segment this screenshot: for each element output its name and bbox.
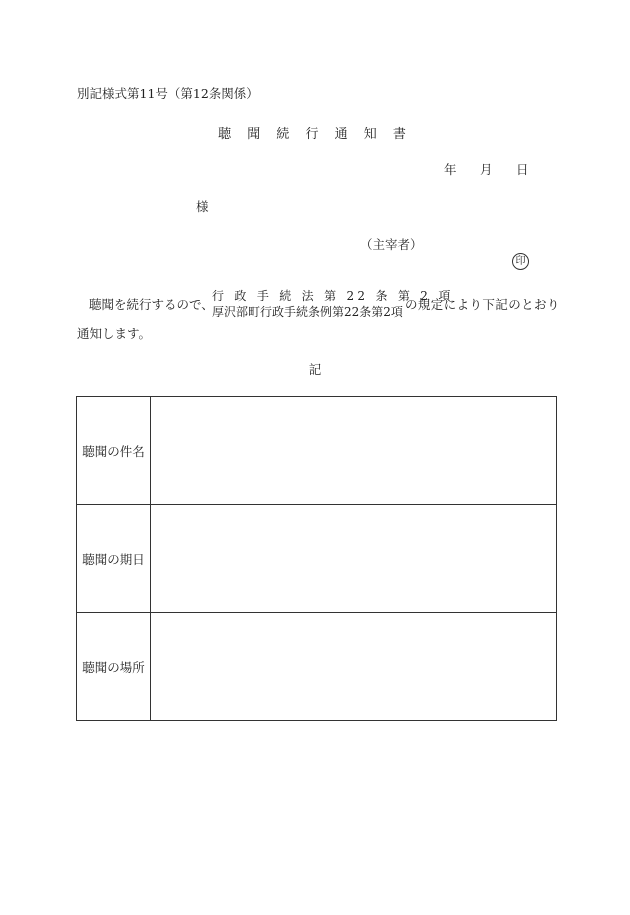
hearing-details-table: [76, 396, 557, 721]
date-month-label: 月: [480, 162, 493, 177]
date-line: [444, 160, 529, 178]
body-tail-text: の規定により下記のとおり: [405, 297, 560, 312]
hearing-subject-label: 聴聞の件名: [77, 397, 151, 505]
addressee-suffix: 様: [196, 199, 209, 214]
table-row: [77, 505, 557, 613]
presider-label: （主宰者）: [360, 237, 423, 252]
hearing-date-value[interactable]: [151, 505, 557, 613]
body-lead-text: 聴聞を続行するので、: [89, 297, 214, 312]
body-continuation-text: 通知します。: [77, 326, 152, 341]
date-day-label: 日: [516, 162, 529, 177]
hearing-subject-value[interactable]: [151, 397, 557, 505]
table-row: [77, 613, 557, 721]
form-number-label: 別記様式第11号（第12条関係）: [77, 86, 259, 101]
law-reference-administrative-procedure-act: 行 政 手 続 法 第 22 条 第 2 項: [212, 289, 454, 303]
record-heading: 記: [308, 362, 322, 377]
hearing-location-label: 聴聞の場所: [77, 613, 151, 721]
hearing-location-value[interactable]: [151, 613, 557, 721]
hearing-date-label: 聴聞の期日: [77, 505, 151, 613]
document-title: 聴 聞 続 行 通 知 書: [218, 127, 412, 142]
table-row: [77, 397, 557, 505]
seal-mark: 印: [512, 253, 529, 270]
date-year-label: 年: [444, 162, 457, 177]
law-reference-town-ordinance: 厚沢部町行政手続条例第22条第2項: [212, 305, 403, 319]
